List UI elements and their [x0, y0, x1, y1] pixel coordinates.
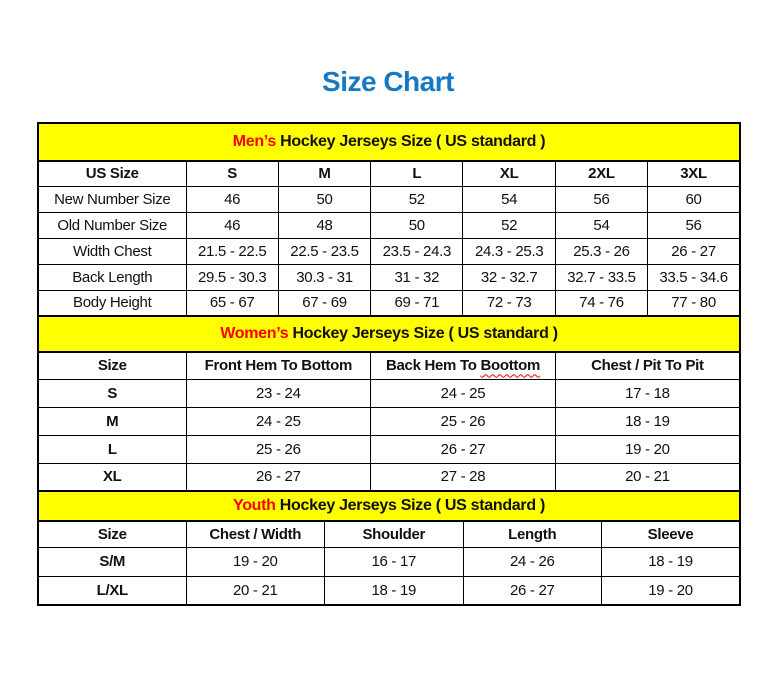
data-cell: 25 - 26: [186, 435, 371, 463]
table-row: [38, 521, 740, 547]
header-cell: 3XL: [648, 161, 740, 186]
row-label-cell: Width Chest: [38, 238, 186, 264]
data-cell: 56: [648, 212, 740, 238]
table-row: [38, 161, 740, 186]
header-cell: Sleeve: [602, 521, 741, 547]
data-cell: 74 - 76: [555, 290, 647, 316]
table-row: [38, 547, 740, 576]
data-cell: 50: [278, 186, 370, 212]
header-cell: Front Hem To Bottom: [186, 352, 371, 379]
row-label-cell: L/XL: [38, 576, 186, 605]
table-row: [38, 212, 740, 238]
header-cell: 2XL: [555, 161, 647, 186]
mens-section-header: [38, 123, 740, 161]
data-cell: 24 - 26: [463, 547, 602, 576]
data-cell: 56: [555, 186, 647, 212]
womens-title-rest: Hockey Jerseys Size ( US standard ): [288, 325, 558, 342]
data-cell: 24.3 - 25.3: [463, 238, 555, 264]
data-cell: 50: [371, 212, 463, 238]
row-label-cell: Old Number Size: [38, 212, 186, 238]
data-cell: 25 - 26: [371, 407, 556, 435]
table-row: [38, 576, 740, 605]
row-label-cell: XL: [38, 463, 186, 491]
header-cell: XL: [463, 161, 555, 186]
data-cell: 19 - 20: [602, 576, 741, 605]
data-cell: 60: [648, 186, 740, 212]
header-cell: Chest / Width: [186, 521, 325, 547]
row-label-cell: Back Length: [38, 264, 186, 290]
page-title: Size Chart: [322, 66, 454, 97]
data-cell: 17 - 18: [555, 379, 740, 407]
data-cell: 23 - 24: [186, 379, 371, 407]
data-cell: 69 - 71: [371, 290, 463, 316]
youth-title-rest: Hockey Jerseys Size ( US standard ): [275, 497, 545, 514]
table-row: [38, 463, 740, 491]
data-cell: 16 - 17: [325, 547, 464, 576]
data-cell: 33.5 - 34.6: [648, 264, 740, 290]
data-cell: 65 - 67: [186, 290, 278, 316]
row-label-cell: S: [38, 379, 186, 407]
womens-size-table: [37, 315, 741, 492]
data-cell: 22.5 - 23.5: [278, 238, 370, 264]
header-cell: Length: [463, 521, 602, 547]
data-cell: 21.5 - 22.5: [186, 238, 278, 264]
data-cell: 27 - 28: [371, 463, 556, 491]
data-cell: 48: [278, 212, 370, 238]
header-cell-misspelled: [371, 352, 556, 379]
header-cell: L: [371, 161, 463, 186]
data-cell: 52: [371, 186, 463, 212]
data-cell: 46: [186, 186, 278, 212]
data-cell: 20 - 21: [186, 576, 325, 605]
header-cell: Shoulder: [325, 521, 464, 547]
data-cell: 67 - 69: [278, 290, 370, 316]
header-cell: Chest / Pit To Pit: [555, 352, 740, 379]
table-row: [38, 407, 740, 435]
data-cell: 23.5 - 24.3: [371, 238, 463, 264]
data-cell: 26 - 27: [371, 435, 556, 463]
header-cell: M: [278, 161, 370, 186]
data-cell: 24 - 25: [186, 407, 371, 435]
row-label-cell: S/M: [38, 547, 186, 576]
header-cell: US Size: [38, 161, 186, 186]
data-cell: 46: [186, 212, 278, 238]
womens-section-header-row: [38, 316, 740, 352]
table-row: [38, 238, 740, 264]
womens-section-header: [38, 316, 740, 352]
data-cell: 30.3 - 31: [278, 264, 370, 290]
row-label-cell: New Number Size: [38, 186, 186, 212]
row-label-cell: L: [38, 435, 186, 463]
header-cell: Size: [38, 521, 186, 547]
mens-accent-text: Men’s: [232, 133, 276, 150]
misspelled-word: Boottom: [480, 357, 541, 375]
data-cell: 54: [463, 186, 555, 212]
misspelled-prefix: Back Hem To: [385, 357, 481, 375]
data-cell: 25.3 - 26: [555, 238, 647, 264]
data-cell: 26 - 27: [186, 463, 371, 491]
mens-size-table: [37, 122, 741, 317]
table-row: [38, 186, 740, 212]
youth-section-header-row: [38, 491, 740, 521]
data-cell: 32.7 - 33.5: [555, 264, 647, 290]
data-cell: 26 - 27: [463, 576, 602, 605]
data-cell: 20 - 21: [555, 463, 740, 491]
data-cell: 54: [555, 212, 647, 238]
table-row: [38, 290, 740, 316]
data-cell: 19 - 20: [555, 435, 740, 463]
table-row: [38, 435, 740, 463]
womens-accent-text: Women’s: [220, 325, 289, 342]
data-cell: 19 - 20: [186, 547, 325, 576]
data-cell: 72 - 73: [463, 290, 555, 316]
row-label-cell: Body Height: [38, 290, 186, 316]
row-label-cell: M: [38, 407, 186, 435]
data-cell: 32 - 32.7: [463, 264, 555, 290]
data-cell: 26 - 27: [648, 238, 740, 264]
data-cell: 77 - 80: [648, 290, 740, 316]
table-row: [38, 264, 740, 290]
table-row: [38, 379, 740, 407]
data-cell: 52: [463, 212, 555, 238]
size-tables-container: [37, 122, 741, 606]
header-cell: Size: [38, 352, 186, 379]
youth-section-header: [38, 491, 740, 521]
data-cell: 29.5 - 30.3: [186, 264, 278, 290]
data-cell: 18 - 19: [325, 576, 464, 605]
table-row: [38, 352, 740, 379]
header-cell: S: [186, 161, 278, 186]
mens-title-rest: Hockey Jerseys Size ( US standard ): [275, 133, 546, 150]
data-cell: 18 - 19: [555, 407, 740, 435]
mens-section-header-row: [38, 123, 740, 161]
youth-size-table: [37, 490, 741, 606]
data-cell: 18 - 19: [602, 547, 741, 576]
data-cell: 31 - 32: [371, 264, 463, 290]
youth-accent-text: Youth: [233, 497, 276, 514]
data-cell: 24 - 25: [371, 379, 556, 407]
